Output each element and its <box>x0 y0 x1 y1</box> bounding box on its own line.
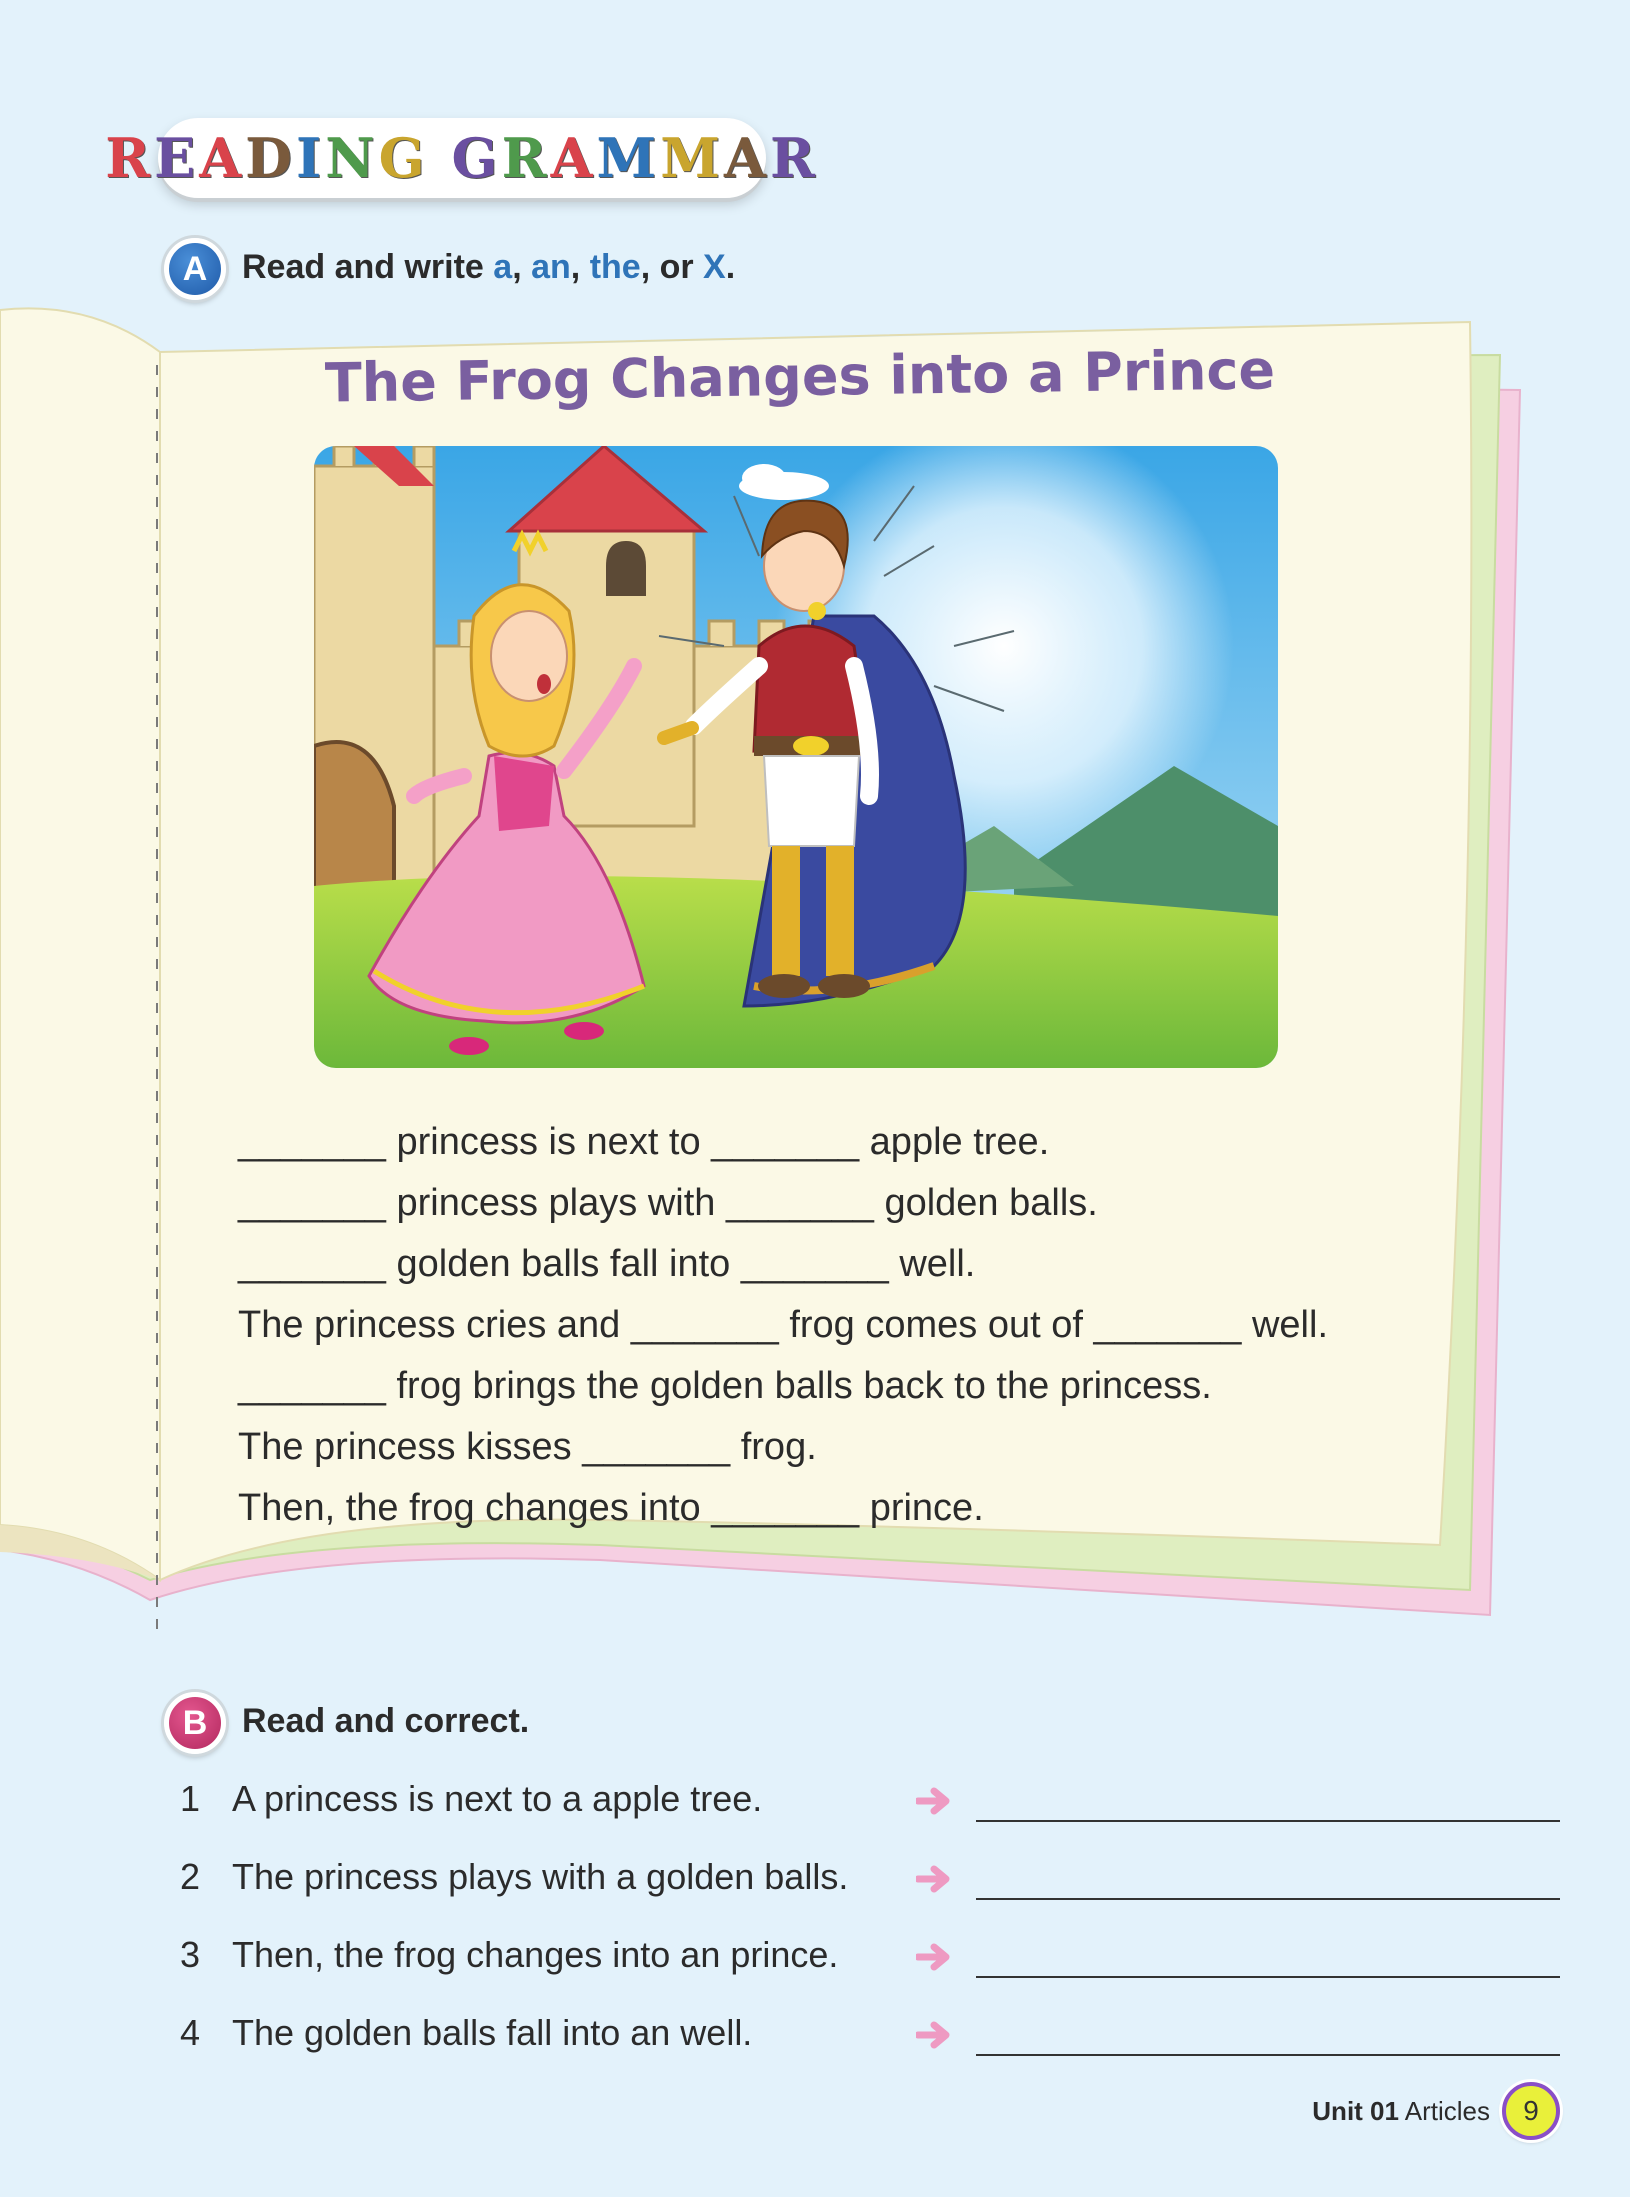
separator: , <box>570 248 590 286</box>
unit-title: Articles <box>1398 2095 1490 2126</box>
passage-line: _______ princess plays with _______ golden balls. <box>238 1182 1098 1224</box>
item-number: 3 <box>180 1934 201 1975</box>
title-letter: G <box>378 126 429 190</box>
title-letter: N <box>325 126 379 190</box>
option-the: the <box>589 248 641 286</box>
exercise-item <box>180 2006 1580 2084</box>
title-letter: R <box>501 126 551 190</box>
answer-line[interactable] <box>976 1820 1560 1822</box>
section-a-badge: A <box>164 238 226 300</box>
section-title <box>105 126 819 190</box>
title-letter: M <box>660 126 725 190</box>
section-header <box>105 118 819 198</box>
arrow-right-icon <box>916 1864 956 1894</box>
option-an: an <box>531 248 571 286</box>
option-x: X <box>703 248 726 286</box>
title-letter <box>429 126 452 190</box>
section-b-badge: B <box>164 1692 226 1754</box>
arrow-right-icon <box>916 1942 956 1972</box>
exercise-item <box>180 1928 1580 2006</box>
item-sentence: Then, the frog changes into an prince. <box>232 1934 839 1975</box>
title-letter: G <box>451 126 502 190</box>
item-number: 1 <box>180 1778 201 1819</box>
princess-prince-picture <box>314 446 1278 1068</box>
story-illustration <box>314 446 1278 1068</box>
item-number: 4 <box>180 2012 201 2053</box>
item-number: 2 <box>180 1856 201 1897</box>
passage-line: Then, the frog changes into _______ prince. <box>238 1487 984 1529</box>
title-letter: A <box>550 126 597 190</box>
story-title: The Frog Changes into a Prince <box>324 338 1276 415</box>
fill-in-passage <box>238 1112 1438 1539</box>
item-sentence: The golden balls fall into an well. <box>232 2012 753 2053</box>
passage-line: The princess cries and _______ frog comes out of _______ well. <box>238 1304 1328 1346</box>
passage-line: _______ princess is next to _______ apple tree. <box>238 1121 1050 1163</box>
item-sentence: The princess plays with a golden balls. <box>232 1856 849 1897</box>
section-b-instruction: Read and correct. <box>242 1702 530 1740</box>
exercise-item <box>180 1772 1580 1850</box>
title-letter: R <box>769 126 819 190</box>
instruction-text: Read and write <box>242 248 494 286</box>
title-letter: A <box>724 126 770 190</box>
section-a-instruction <box>242 248 735 287</box>
passage-line: The princess kisses _______ frog. <box>238 1426 817 1468</box>
title-letter: E <box>154 126 200 190</box>
item-sentence: A princess is next to a apple tree. <box>232 1778 763 1819</box>
arrow-right-icon <box>916 1786 956 1816</box>
answer-line[interactable] <box>976 1898 1560 1900</box>
unit-number: Unit 01 <box>1312 2095 1399 2126</box>
terminal-punctuation: . <box>725 248 736 286</box>
option-a: a <box>493 248 513 286</box>
arrow-right-icon <box>916 2020 956 2050</box>
correction-exercise-list <box>180 1772 1580 2084</box>
answer-line[interactable] <box>976 2054 1560 2056</box>
unit-label <box>1312 2096 1490 2127</box>
title-letter: R <box>105 126 155 190</box>
passage-line: _______ frog brings the golden balls back to the princess. <box>238 1365 1212 1407</box>
title-letter: D <box>245 126 296 190</box>
page-footer <box>1312 2082 1560 2140</box>
separator: , or <box>640 248 704 286</box>
exercise-item <box>180 1850 1580 1928</box>
answer-line[interactable] <box>976 1976 1560 1978</box>
title-letter: I <box>295 126 326 190</box>
title-letter: M <box>596 126 661 190</box>
title-letter: A <box>199 126 246 190</box>
separator: , <box>512 248 532 286</box>
page-number: 9 <box>1502 2082 1560 2140</box>
passage-line: _______ golden balls fall into _______ well. <box>238 1243 976 1285</box>
